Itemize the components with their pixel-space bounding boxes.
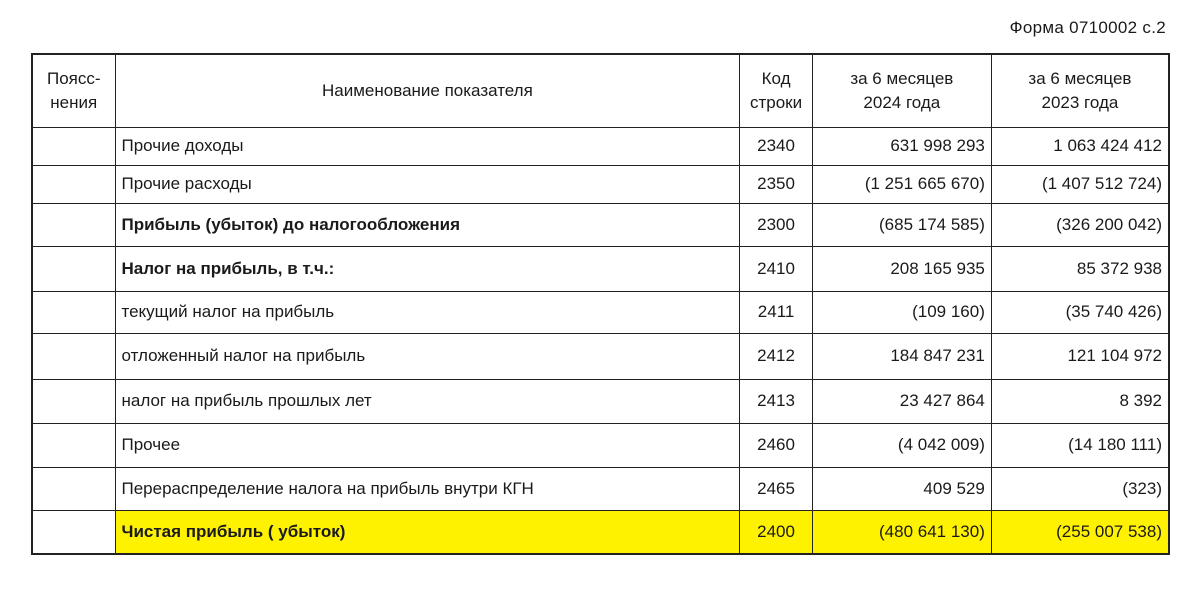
table-row <box>32 291 1169 333</box>
line-code: 2412 <box>740 333 812 379</box>
notes-cell <box>32 291 115 333</box>
value-2023: 85 372 938 <box>991 246 1169 291</box>
line-code: 2340 <box>740 127 812 165</box>
value-2024: 631 998 293 <box>812 127 991 165</box>
value-2023: 121 104 972 <box>991 333 1169 379</box>
notes-cell <box>32 203 115 246</box>
notes-cell <box>32 333 115 379</box>
line-code: 2300 <box>740 203 812 246</box>
table-row <box>32 379 1169 423</box>
column-header-notes: Поясс- нения <box>32 54 115 127</box>
line-code: 2460 <box>740 423 812 467</box>
table-row <box>32 333 1169 379</box>
value-2023: 1 063 424 412 <box>991 127 1169 165</box>
indicator-name: Прочее <box>115 423 740 467</box>
table-row <box>32 423 1169 467</box>
notes-cell <box>32 510 115 554</box>
line-code: 2410 <box>740 246 812 291</box>
value-2024: 184 847 231 <box>812 333 991 379</box>
indicator-name: отложенный налог на прибыль <box>115 333 740 379</box>
value-2024: (1 251 665 670) <box>812 165 991 203</box>
value-2023: (326 200 042) <box>991 203 1169 246</box>
line-code: 2411 <box>740 291 812 333</box>
notes-cell <box>32 165 115 203</box>
value-2023: (1 407 512 724) <box>991 165 1169 203</box>
value-2024: (685 174 585) <box>812 203 991 246</box>
column-header-period-2023: за 6 месяцев 2023 года <box>991 54 1169 127</box>
value-2023: (14 180 111) <box>991 423 1169 467</box>
value-2024: 409 529 <box>812 467 991 510</box>
column-header-indicator: Наименование показателя <box>115 54 740 127</box>
indicator-name: Перераспределение налога на прибыль внутри КГН <box>115 467 740 510</box>
value-2023: (255 007 538) <box>991 510 1169 554</box>
table-row <box>32 165 1169 203</box>
indicator-name: Чистая прибыль ( убыток) <box>115 510 740 554</box>
line-code: 2400 <box>740 510 812 554</box>
table-header-row <box>32 54 1169 127</box>
net-profit-row <box>32 510 1169 554</box>
value-2024: (4 042 009) <box>812 423 991 467</box>
value-2024: (109 160) <box>812 291 991 333</box>
indicator-name: Налог на прибыль, в т.ч.: <box>115 246 740 291</box>
indicator-name: Прочие расходы <box>115 165 740 203</box>
line-code: 2465 <box>740 467 812 510</box>
value-2024: (480 641 130) <box>812 510 991 554</box>
value-2023: (323) <box>991 467 1169 510</box>
value-2024: 23 427 864 <box>812 379 991 423</box>
notes-cell <box>32 379 115 423</box>
table-row <box>32 467 1169 510</box>
table-row <box>32 127 1169 165</box>
value-2023: 8 392 <box>991 379 1169 423</box>
indicator-name: налог на прибыль прошлых лет <box>115 379 740 423</box>
notes-cell <box>32 127 115 165</box>
value-2024: 208 165 935 <box>812 246 991 291</box>
table-row <box>32 203 1169 246</box>
line-code: 2350 <box>740 165 812 203</box>
indicator-name: Прочие доходы <box>115 127 740 165</box>
table-row <box>32 246 1169 291</box>
notes-cell <box>32 423 115 467</box>
column-header-line-code: Код строки <box>740 54 812 127</box>
notes-cell <box>32 467 115 510</box>
notes-cell <box>32 246 115 291</box>
column-header-period-2024: за 6 месяцев 2024 года <box>812 54 991 127</box>
form-number-label: Форма 0710002 с.2 <box>1009 18 1166 37</box>
line-code: 2413 <box>740 379 812 423</box>
indicator-name: текущий налог на прибыль <box>115 291 740 333</box>
indicator-name: Прибыль (убыток) до налогообложения <box>115 203 740 246</box>
financial-results-table <box>31 53 1170 555</box>
value-2023: (35 740 426) <box>991 291 1169 333</box>
